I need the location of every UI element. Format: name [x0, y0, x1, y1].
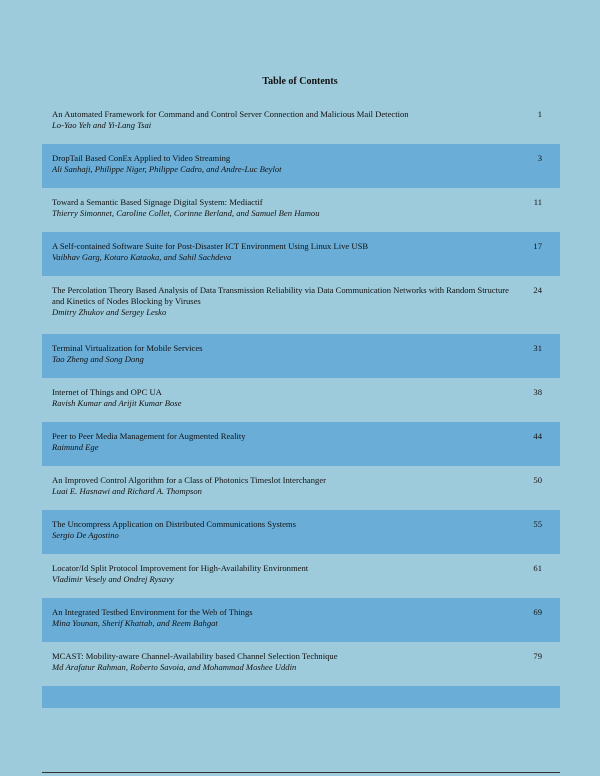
entry-page: 44: [533, 431, 542, 441]
entry-page: 11: [533, 197, 542, 207]
toc-heading: Table of Contents: [262, 76, 338, 87]
entry-title: Peer to Peer Media Management for Augmented Reality: [52, 431, 246, 441]
entry-title: Toward a Semantic Based Signage Digital System: Mediactif: [52, 197, 263, 207]
entry-page: 31: [533, 343, 542, 353]
toc-empty-row: [42, 686, 560, 708]
entry-title: Locator/Id Split Protocol Improvement for High-Availability Environment: [52, 563, 309, 573]
entry-authors: Dmitry Zhukov and Sergey Lesko: [52, 307, 167, 317]
entry-title: DropTail Based ConEx Applied to Video Streaming: [52, 153, 231, 163]
entry-authors: Mina Younan, Sherif Khattab, and Reem Bahgat: [52, 618, 218, 628]
entry-authors: Tao Zheng and Song Dong: [52, 354, 144, 364]
toc-entry[interactable]: [42, 144, 560, 188]
entry-title: An Improved Control Algorithm for a Class of Photonics Timeslot Interchanger: [52, 475, 327, 485]
entry-page: 55: [533, 519, 542, 529]
entry-title: An Integrated Testbed Environment for the Web of Things: [52, 607, 253, 617]
entry-authors: Vaibhav Garg, Kotaro Kataoka, and Sahil Sachdeva: [52, 252, 232, 262]
toc-entry[interactable]: [42, 466, 560, 510]
entry-title: An Automated Framework for Command and Control Server Connection and Malicious Mail Detection: [52, 109, 409, 119]
entry-authors: Ravish Kumar and Arijit Kumar Bose: [52, 398, 182, 408]
toc-entry[interactable]: [42, 188, 560, 232]
bottom-rule: [42, 772, 560, 773]
entry-authors: Raimund Ege: [52, 442, 99, 452]
entry-page: 61: [533, 563, 542, 573]
entry-title: A Self-contained Software Suite for Post-Disaster ICT Environment Using Linux Live USB: [52, 241, 369, 251]
entry-authors: Luai E. Hasnawi and Richard A. Thompson: [52, 486, 202, 496]
entry-title: Internet of Things and OPC UA: [52, 387, 162, 397]
toc-entry[interactable]: [42, 232, 560, 276]
entry-authors: Vladimir Vesely and Ondrej Rysavy: [52, 574, 174, 584]
toc-entry[interactable]: [42, 422, 560, 466]
entry-authors: Md Arafatur Rahman, Roberto Savoia, and Mohammad Moshee Uddin: [52, 662, 297, 672]
entry-page: 79: [533, 651, 542, 661]
entry-title: MCAST: Mobility-aware Channel-Availability based Channel Selection Technique: [52, 651, 338, 661]
toc-entry[interactable]: [42, 334, 560, 378]
toc-entry[interactable]: [42, 598, 560, 642]
toc-entry[interactable]: [42, 100, 560, 144]
entry-page: 69: [533, 607, 542, 617]
entry-authors: Thierry Simonnet, Caroline Collet, Corinne Berland, and Samuel Ben Hamou: [52, 208, 320, 218]
entry-page: 1: [537, 109, 542, 119]
entry-page: 38: [533, 387, 542, 397]
toc-entry[interactable]: [42, 642, 560, 686]
entry-page: 3: [537, 153, 542, 163]
entry-authors: Sergio De Agostino: [52, 530, 119, 540]
toc-list: [42, 100, 560, 708]
entry-page: 17: [533, 241, 542, 251]
entry-authors: Lo-Yao Yeh and Yi-Lang Tsai: [52, 120, 152, 130]
entry-title: Terminal Virtualization for Mobile Services: [52, 343, 203, 353]
entry-authors: Ali Sanhaji, Philippe Niger, Philippe Cadro, and Andre-Luc Beylot: [52, 164, 282, 174]
toc-entry[interactable]: [42, 378, 560, 422]
entry-title: The Uncompress Application on Distributed Communications Systems: [52, 519, 296, 529]
toc-entry[interactable]: [42, 554, 560, 598]
entry-page: 24: [533, 285, 542, 295]
toc-entry[interactable]: [42, 510, 560, 554]
toc-entry[interactable]: [42, 276, 560, 334]
entry-page: 50: [533, 475, 542, 485]
entry-title: The Percolation Theory Based Analysis of Data Transmission Reliability via Data Communication Networks with Random Structure and Kinetics of Nodes Blocking by Viruses: [52, 285, 509, 306]
